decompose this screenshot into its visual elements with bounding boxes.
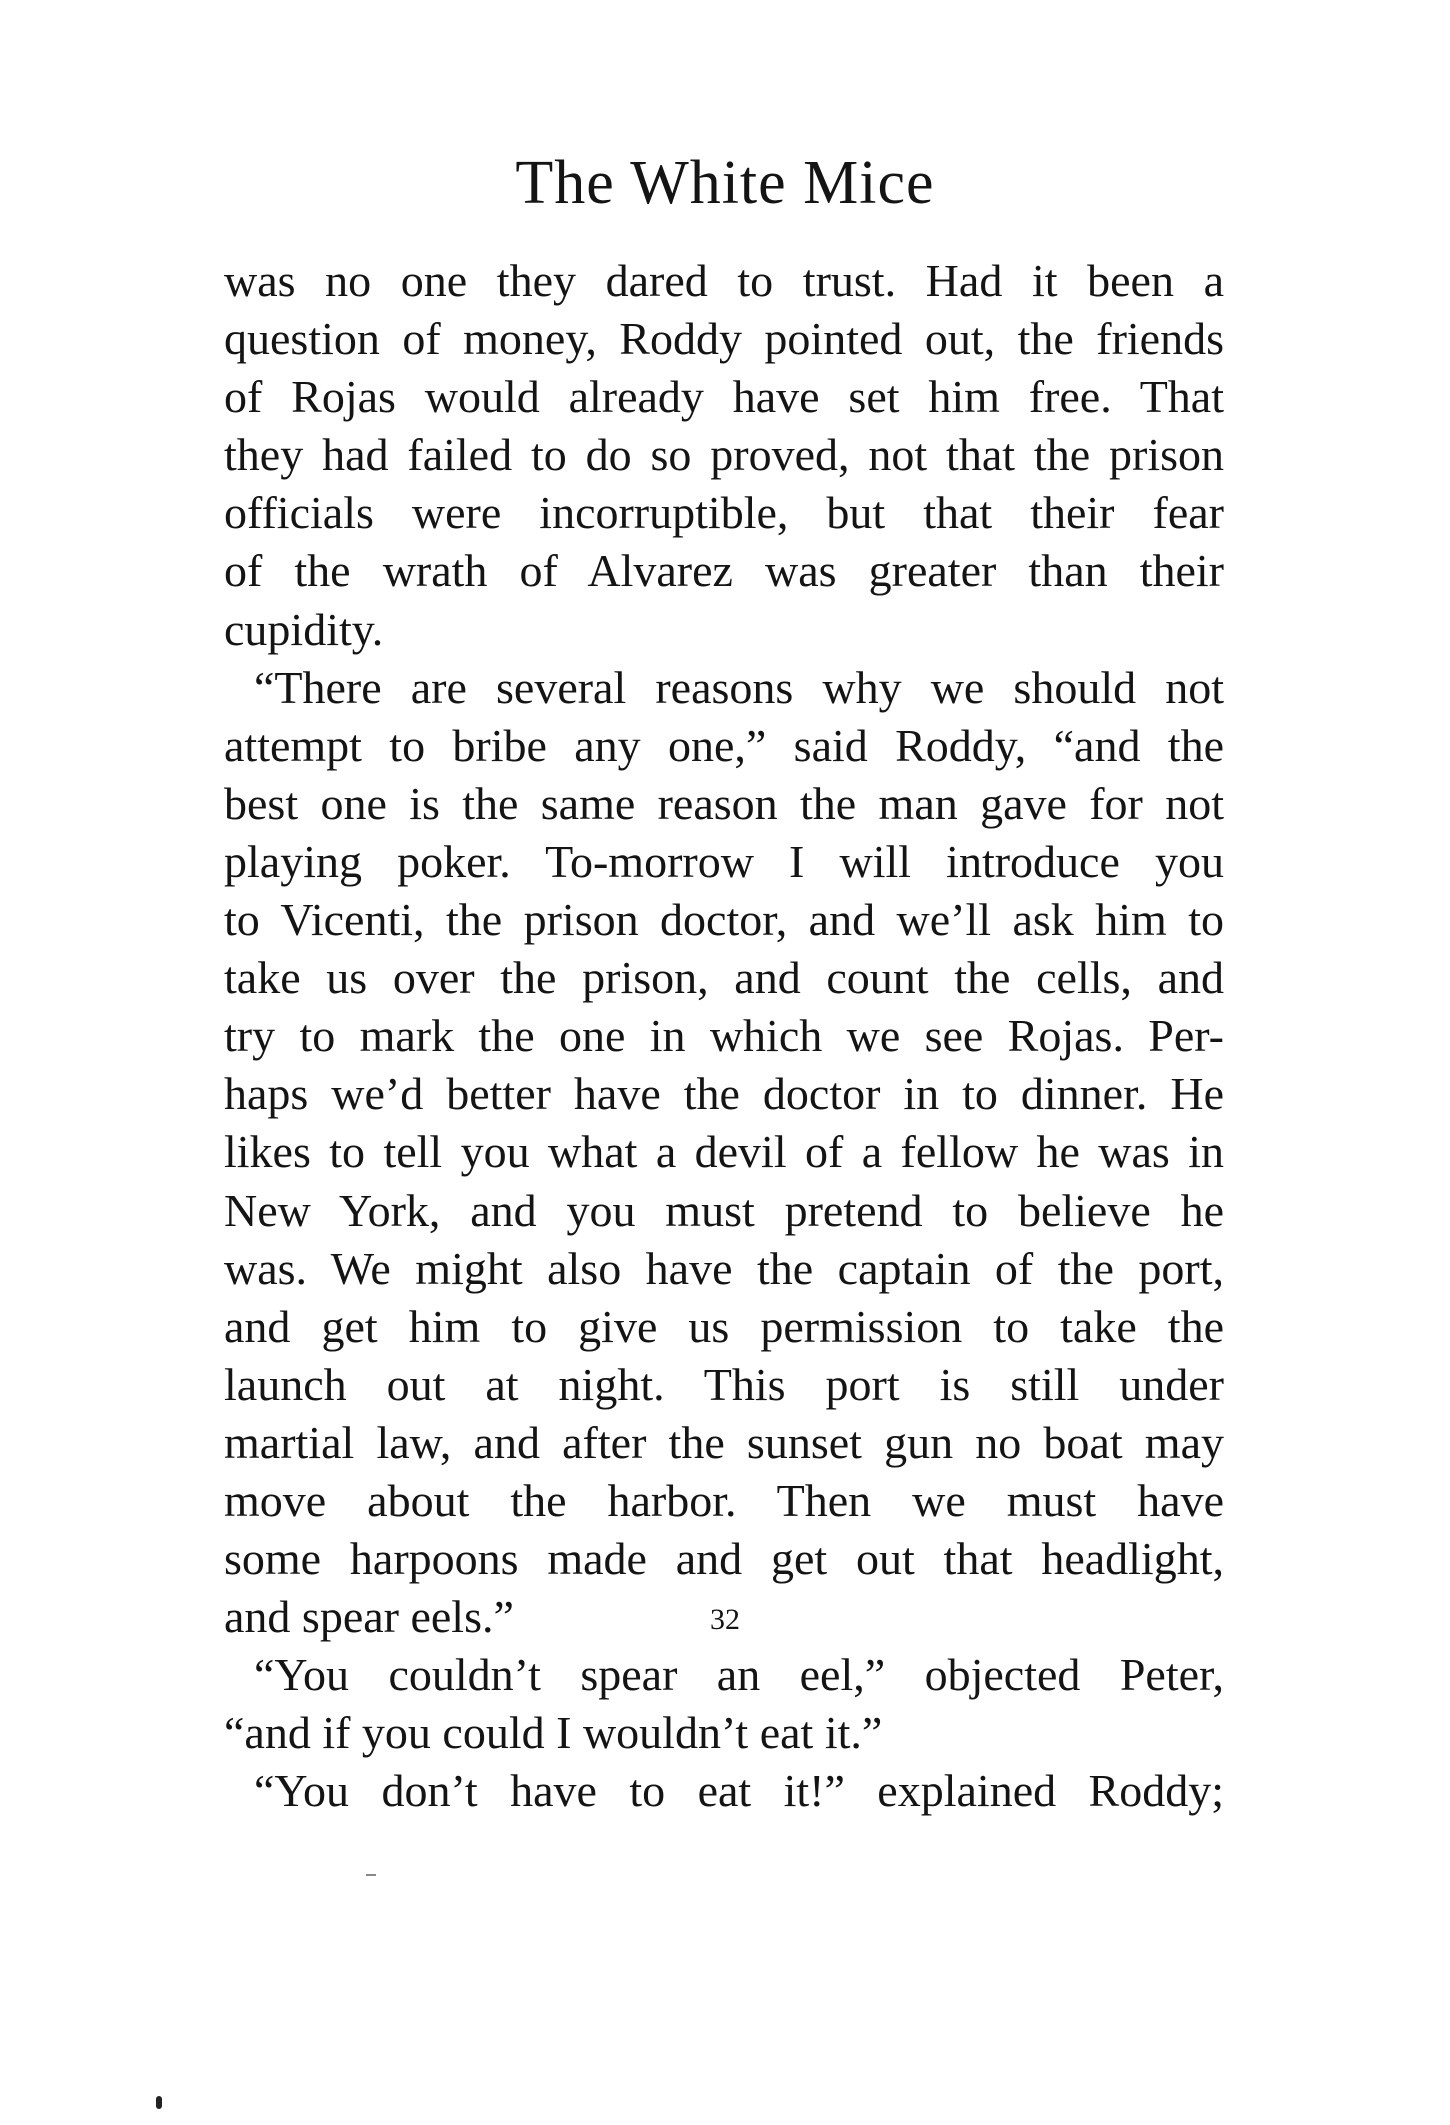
text-line: likes to tell you what a devil of a fellow he was in: [224, 1126, 1224, 1178]
text-line: “You couldn’t spear an eel,” objected Peter,: [254, 1649, 1224, 1701]
text-line: officials were incorruptible, but that their fear: [224, 487, 1224, 539]
text-line: move about the harbor. Then we must have: [224, 1474, 1224, 1526]
text-line: was no one they dared to trust. Had it been a: [224, 255, 1224, 306]
text-line: launch out at night. This port is still under: [224, 1358, 1224, 1410]
text-line: take us over the prison, and count the cells, and: [224, 952, 1224, 1004]
text-line: to Vicenti, the prison doctor, and we’ll ask him to: [224, 894, 1224, 946]
text-line: and spear eels.”: [224, 1591, 514, 1643]
text-line: was. We might also have the captain of the port,: [224, 1242, 1224, 1294]
text-line: martial law, and after the sunset gun no boat may: [224, 1416, 1224, 1468]
page-number: 32: [710, 1603, 740, 1636]
running-head: The White Mice: [515, 149, 935, 217]
text-line: try to mark the one in which we see Rojas. Per-: [224, 1010, 1224, 1062]
text-line: “and if you could I wouldn’t eat it.”: [224, 1707, 883, 1759]
text-line: “There are several reasons why we should not: [254, 661, 1224, 713]
scan-speck: [366, 1874, 376, 1876]
text-line: attempt to bribe any one,” said Roddy, “and the: [224, 719, 1224, 771]
text-line: cupidity.: [224, 603, 384, 655]
scan-speck: [156, 2096, 162, 2109]
text-line: of Rojas would already have set him free. That: [224, 371, 1224, 423]
text-line: and get him to give us permission to take the: [224, 1300, 1224, 1352]
text-line: some harpoons made and get out that headlight,: [224, 1533, 1224, 1585]
body-text: [224, 252, 1224, 1821]
text-line: they had failed to do so proved, not that the prison: [224, 429, 1224, 481]
text-line: question of money, Roddy pointed out, the friends: [224, 313, 1224, 365]
text-line: “You don’t have to eat it!” explained Roddy;: [254, 1765, 1224, 1817]
text-line: New York, and you must pretend to believe he: [224, 1184, 1224, 1236]
text-line: haps we’d better have the doctor in to dinner. He: [224, 1068, 1224, 1120]
text-line: of the wrath of Alvarez was greater than their: [224, 545, 1224, 597]
text-line: playing poker. To-morrow I will introduce you: [224, 835, 1224, 887]
text-line: best one is the same reason the man gave for not: [224, 777, 1224, 829]
